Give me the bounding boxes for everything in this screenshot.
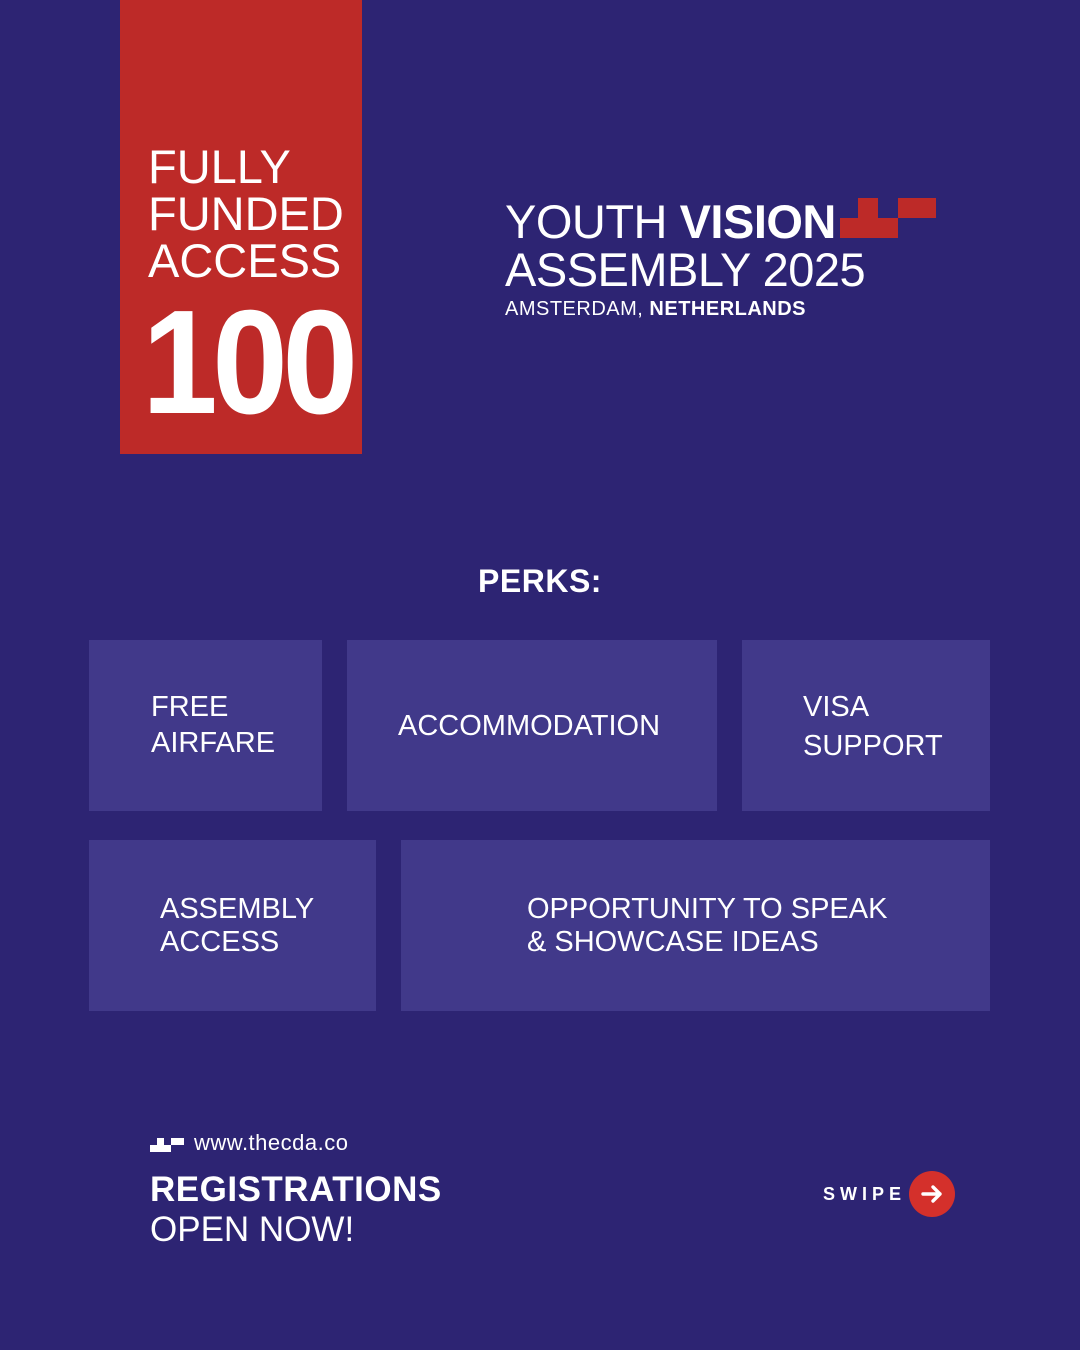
badge-line-3: ACCESS <box>148 234 342 287</box>
perk-speak-showcase <box>401 840 990 1011</box>
location-country: NETHERLANDS <box>649 298 807 320</box>
registrations-heading: REGISTRATIONS <box>150 1170 442 1209</box>
open-now-text: OPEN NOW! <box>150 1210 355 1249</box>
pixel-checker-logo-icon <box>840 198 936 238</box>
perk-label: VISA SUPPORT <box>803 691 943 762</box>
perk-visa-support <box>742 640 990 811</box>
arrow-right-icon <box>920 1182 944 1206</box>
swipe-button[interactable] <box>909 1171 955 1217</box>
event-year: 2025 <box>762 243 866 296</box>
brand-mark-icon <box>150 1138 184 1152</box>
perk-label: OPPORTUNITY TO SPEAK & SHOWCASE IDEAS <box>527 893 888 958</box>
location-city: AMSTERDAM, <box>505 298 650 320</box>
perk-label: ASSEMBLY ACCESS <box>160 893 315 958</box>
perks-title: PERKS: <box>478 563 602 599</box>
perk-free-airfare <box>89 640 322 811</box>
website-link[interactable]: www.thecda.co <box>194 1130 349 1155</box>
event-title-line-2 <box>505 243 985 296</box>
event-title-youth: YOUTH <box>505 195 680 248</box>
perk-assembly-access <box>89 840 376 1011</box>
swipe-label: SWIPE <box>823 1184 907 1204</box>
event-title-assembly: ASSEMBLY <box>505 243 763 296</box>
perk-label: ACCOMMODATION <box>398 710 661 742</box>
perk-label: FREE AIRFARE <box>151 691 276 759</box>
perk-accommodation <box>347 640 717 811</box>
funded-access-badge <box>120 0 362 454</box>
event-title-vision: VISION <box>679 195 836 248</box>
badge-line-2: FUNDED <box>148 187 344 240</box>
badge-line-1: FULLY <box>148 140 291 193</box>
event-location <box>505 298 985 321</box>
badge-number: 100 <box>142 280 353 445</box>
